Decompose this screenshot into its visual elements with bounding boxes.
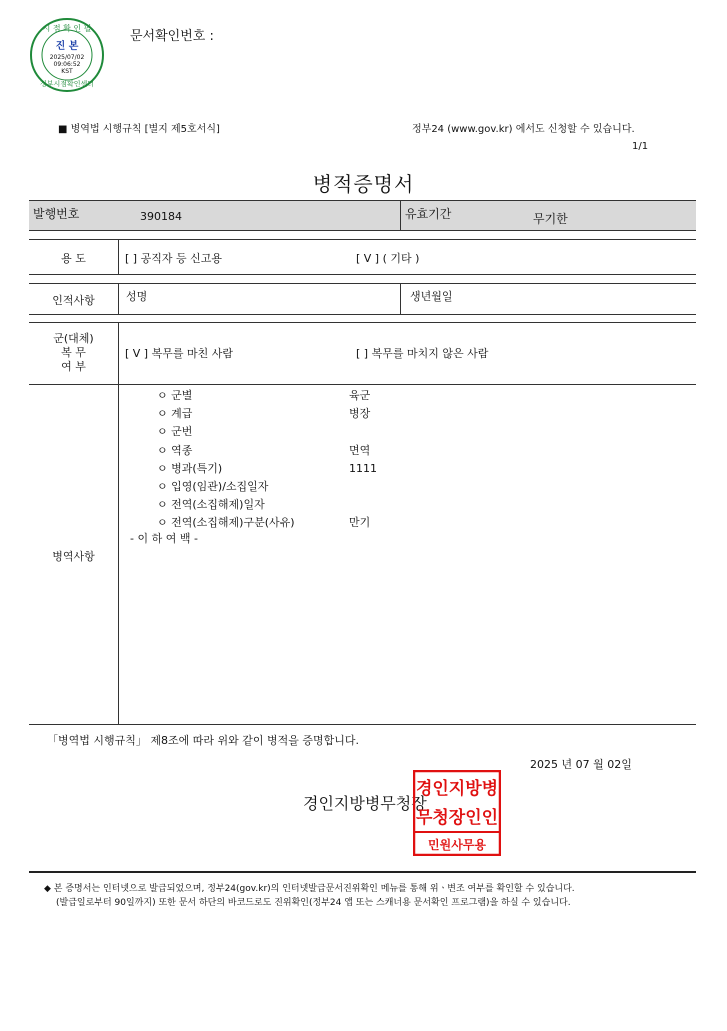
issuer-name: 경인지방병무청장 [303, 794, 427, 813]
divider [29, 724, 696, 725]
law-reference: ■ 병역법 시행규칙 [별지 제5호서식] [58, 124, 220, 135]
stamp-line-1: 경인지방병 [415, 779, 499, 799]
record-item-label: ㅇ 군번 [157, 425, 193, 439]
record-item-value: 만기 [349, 516, 371, 530]
seal-top-text: 시 점 확 인 필 [42, 24, 92, 33]
service-label: 군(대체) 복 무 여 부 [53, 332, 94, 373]
personal-label: 인적사항 [52, 294, 95, 307]
divider [29, 283, 696, 284]
record-item-label: ㅇ 입영(임관)/소집일자 [157, 480, 269, 494]
page-indicator: 1/1 [632, 141, 649, 152]
record-item-label: ㅇ 역종 [157, 443, 193, 457]
issue-date: 2025 년 07 월 02일 [530, 758, 632, 771]
seal-tz: KST [61, 68, 73, 75]
record-item-value: 병장 [349, 407, 371, 421]
personal-divider [118, 283, 119, 314]
service-option-not-completed: [ ] 복무를 마치지 않은 사람 [356, 347, 489, 360]
stamp-line-3: 민원사무용 [428, 838, 486, 852]
record-item-label: ㅇ 전역(소집해제)구분(사유) [157, 516, 295, 530]
official-stamp [413, 770, 501, 856]
purpose-divider [118, 239, 119, 274]
seal-date: 2025/07/02 [49, 54, 85, 61]
seal-center-text: 진 본 [55, 41, 79, 52]
record-item-label: ㅇ 군별 [157, 389, 193, 402]
service-divider [118, 322, 119, 384]
record-divider [118, 384, 119, 724]
page-title: 병적증명서 [312, 172, 415, 196]
timestamp-seal [29, 17, 105, 93]
issue-row [29, 200, 696, 231]
footnote-line-2: (발급일로부터 90일까지) 또한 문서 하단의 바코드로도 진위확인(정부24 앱 또는 스캐너용 문서확인 프로그램)을 하실 수 있습니다. [56, 898, 571, 908]
record-item-value [349, 423, 377, 441]
footer-divider [29, 871, 696, 873]
stamp-line-2: 무청장인인 [415, 808, 499, 828]
record-item-value [349, 496, 377, 514]
record-end-marker: - 이 하 여 백 - [130, 532, 198, 545]
record-item-value: 육군 [349, 389, 371, 402]
divider [29, 384, 696, 385]
record-item-label: ㅇ 전역(소집해제)일자 [157, 498, 265, 512]
record-item-values [349, 387, 377, 533]
purpose-option-other: [ V ] ( 기타 ) [356, 252, 420, 265]
record-item-value: 면역 [349, 443, 371, 457]
certification-text: 「병역법 시행규칙」 제8조에 따라 위와 같이 병적을 증명합니다. [47, 734, 359, 747]
divider [29, 314, 696, 315]
gov24-notice: 정부24 (www.gov.kr) 에서도 신청할 수 있습니다. [412, 124, 635, 135]
seal-bottom-text: 정부시점확인센터 [39, 80, 95, 88]
service-option-completed: [ V ] 복무를 마친 사람 [125, 347, 233, 360]
record-item-value [349, 478, 377, 496]
divider [29, 274, 696, 275]
divider [29, 239, 696, 240]
footnote-line-1: ◆ 본 증명서는 인터넷으로 발급되었으며, 정부24(gov.kr)의 인터넷발급문서진위확인 메뉴를 통해 위ㆍ변조 여부를 확인할 수 있습니다. [44, 884, 575, 894]
name-label: 성명 [126, 290, 148, 303]
divider [29, 322, 696, 323]
birth-label: 생년월일 [410, 290, 453, 303]
issue-no-label: 발행번호 [33, 207, 80, 221]
issue-no-value: 390184 [140, 210, 182, 223]
issue-row-divider [400, 200, 401, 231]
record-label: 병역사항 [52, 550, 95, 563]
validity-value: 무기한 [533, 212, 568, 226]
purpose-option-official: [ ] 공직자 등 신고용 [125, 252, 222, 265]
personal-divider [400, 283, 401, 314]
record-item-label: ㅇ 병과(특기) [157, 461, 223, 475]
record-item-value: 1111 [349, 461, 377, 475]
record-item-label: ㅇ 계급 [157, 407, 193, 421]
record-item-labels [157, 387, 295, 533]
seal-time: 09:06:52 [53, 61, 81, 68]
purpose-label: 용 도 [61, 252, 86, 265]
validity-label: 유효기간 [405, 207, 452, 221]
doc-confirm-label: 문서확인번호 : [130, 29, 214, 44]
